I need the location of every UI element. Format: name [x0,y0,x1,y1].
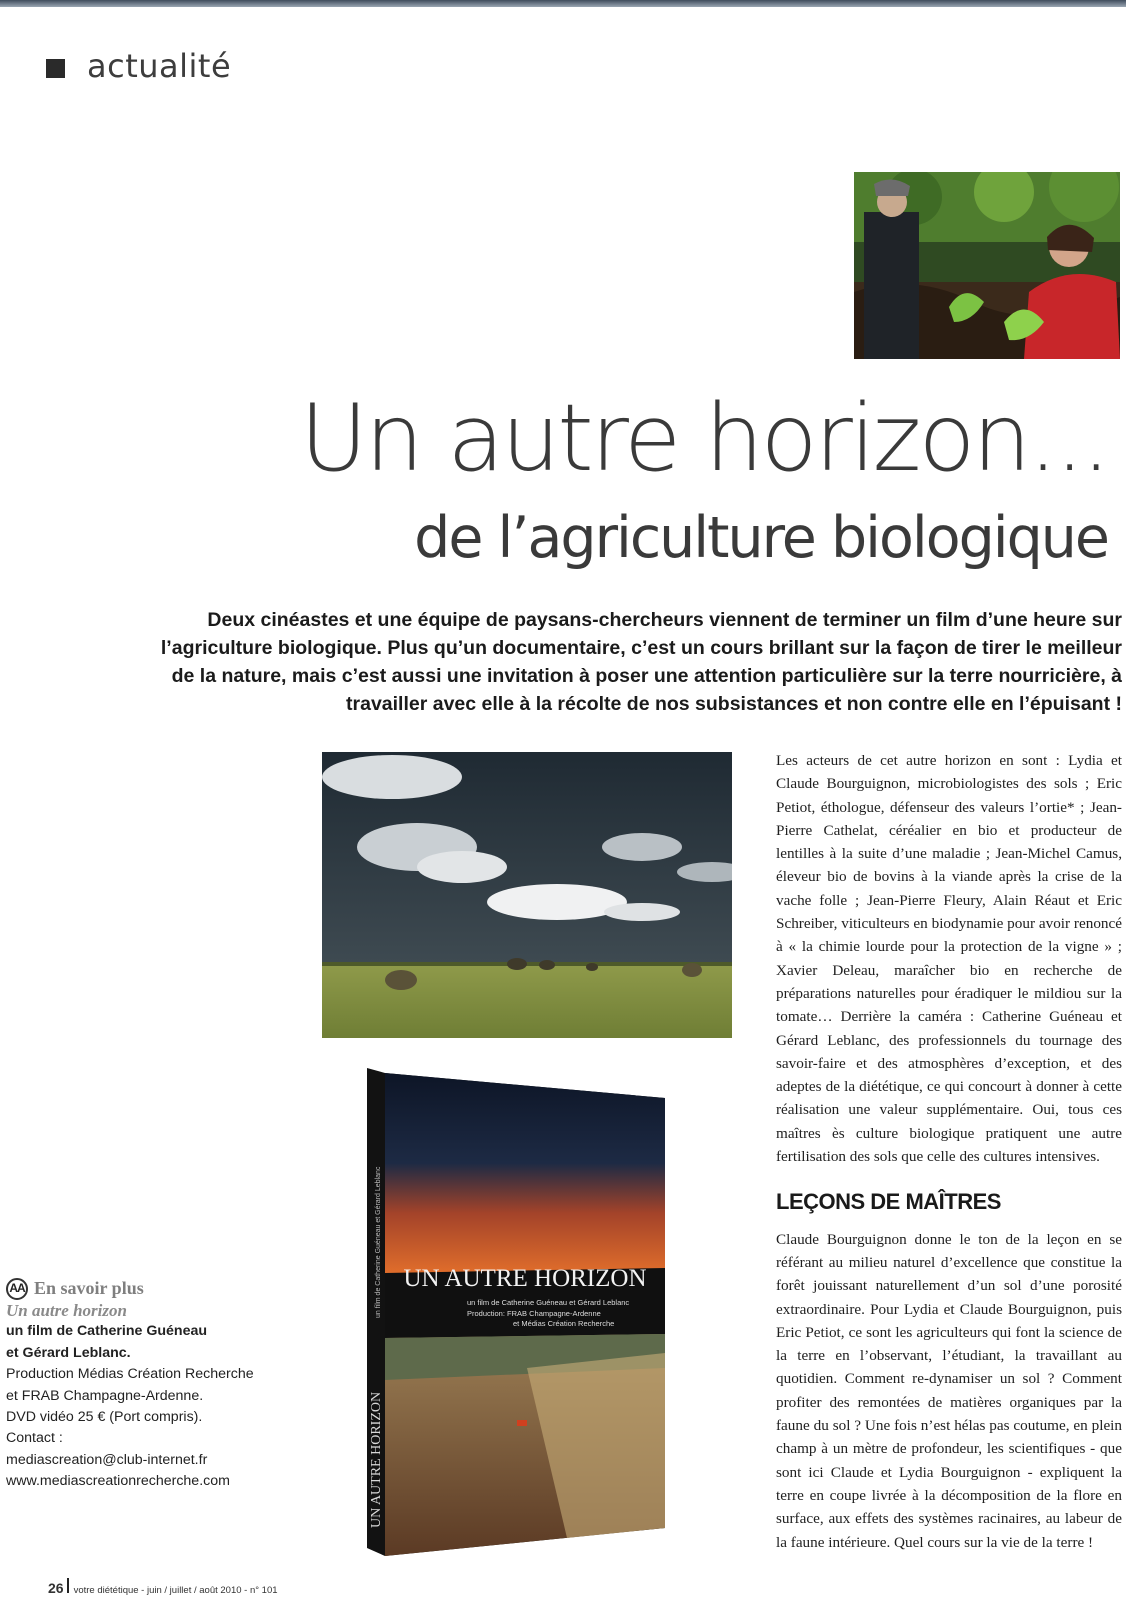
info-credit-1: un film de Catherine Guéneau [6,1323,208,1340]
article-title: Un autre horizon... [299,384,1108,492]
info-box [6,1278,356,1493]
footer-text: votre diététique - juin / juillet / août 2010 - n° 101 [73,1585,278,1596]
article-lead: Deux cinéastes et une équipe de paysans-chercheurs viennent de terminer un film d’une heure sur l’agriculture biologique. Plus qu’un documentaire, c’est un cours brillant sur la façon de tirer le meilleur de la nature, mais c’est aussi une invitation à poser une attention particulière sur la terre nourricière, à travailler avec elle à la récolte de nos subsistances et non contre elle en l’épuisant ! [160,609,1122,715]
dvd-cover [367,1068,667,1556]
article-subtitle: de l’agriculture biologique [414,505,1108,571]
page-footer [48,1578,278,1596]
dvd-cover-production-2: et Médias Création Recherche [513,1319,615,1328]
info-film-title: Un autre horizon [6,1301,127,1320]
info-production-1: Production Médias Création Recherche [6,1366,254,1383]
square-bullet-icon [46,59,65,78]
dvd-cover-title: UN AUTRE HORIZON [403,1265,647,1292]
info-price: DVD vidéo 25 € (Port compris). [6,1409,203,1426]
info-email-link[interactable]: mediascreation@club-internet.fr [6,1451,208,1468]
footer-divider [67,1578,69,1593]
dvd-spine-credit: un film de Catherine Guéneau et Gérard Leblanc [375,1166,382,1318]
top-border [0,0,1126,7]
info-label: En savoir plus [34,1278,144,1299]
info-header [6,1278,356,1300]
section-rubric [46,46,231,86]
dvd-spine-title: UN AUTRE HORIZON [369,1391,384,1528]
dvd-cover-credit: un film de Catherine Guéneau et Gérard Leblanc [467,1298,630,1307]
info-contact-label: Contact : [6,1430,63,1447]
photo-field-hay-bales [322,752,732,1038]
aa-logo-icon: AA [6,1278,28,1300]
info-production-2: et FRAB Champagne-Ardenne. [6,1387,204,1404]
info-credit-2: et Gérard Leblanc. [6,1344,131,1361]
article-body [776,749,1122,1554]
photo-researchers-in-soil-pit [854,172,1120,359]
dvd-cover-production-1: Production: FRAB Champagne-Ardenne [467,1309,601,1318]
page-number: 26 [48,1580,64,1596]
info-website-link[interactable]: www.mediascreationrecherche.com [6,1473,230,1490]
section-heading: LEÇONS DE MAÎTRES [776,1189,1001,1215]
rubric-label: actualité [87,47,232,85]
body-paragraph-2: Claude Bourguignon donne le ton de la leçon en se référant au milieu naturel d’excellence que constitue la forêt jouissant naturellement d’un sol d’une porosité extraordinaire. Pour Lydia et Claude Bourguignon, puis Eric Petiot, ce sont les agriculteurs qui font la science de la terre en l’observant, l’étudiant, la travaillant au quotidien. Comment re-dynamiser un sol ? Comment profiter des remontées de matières organiques par la faune du sol ? Une fois n’est hélas pas coutume, en plein champ à un mètre de profondeur, les scientifiques - que sont ici Claude et Lydia Bourguignon - expliquent la terre en coupe livrée à la décomposition de la flore en surface, aux effets des systèmes racinaires, au labeur de la faune intérieure. Quel cours sur la vie de la terre ! [776,1230,1122,1551]
body-paragraph-1: Les acteurs de cet autre horizon en sont : Lydia et Claude Bourguignon, microbiologistes des sols ; Eric Petiot, éthologue, défenseur des valeurs l’ortie* ; Jean-Pierre Cathelat, céréalier en bio et producteur de lentilles à la suite d’une maladie ; Jean-Michel Camus, éleveur bio de bovins à la viande après la crise de la vache folle ; Jean-Pierre Fleury, Alain Réaut et Eric Schreiber, viticulteurs en biodynamie pour avoir renoncé à « la chimie lourde pour la protection de la vigne » ; Xavier Deleau, maraîcher bio en recherche de préparations naturelles pour éradiquer le mildiou sur la tomate… Derrière la caméra : Catherine Guéneau et Gérard Leblanc, des professionnels du tournage des savoir-faire et des atmosphères d’exception, et des adeptes de la diététique, ce qui concourt à donner à cette réalisation une valeur supplémentaire. Oui, tous ces maîtres ès culture biologique pratiquent une autre fertilisation des sols que celle des cultures intensives. [776,752,1122,1166]
